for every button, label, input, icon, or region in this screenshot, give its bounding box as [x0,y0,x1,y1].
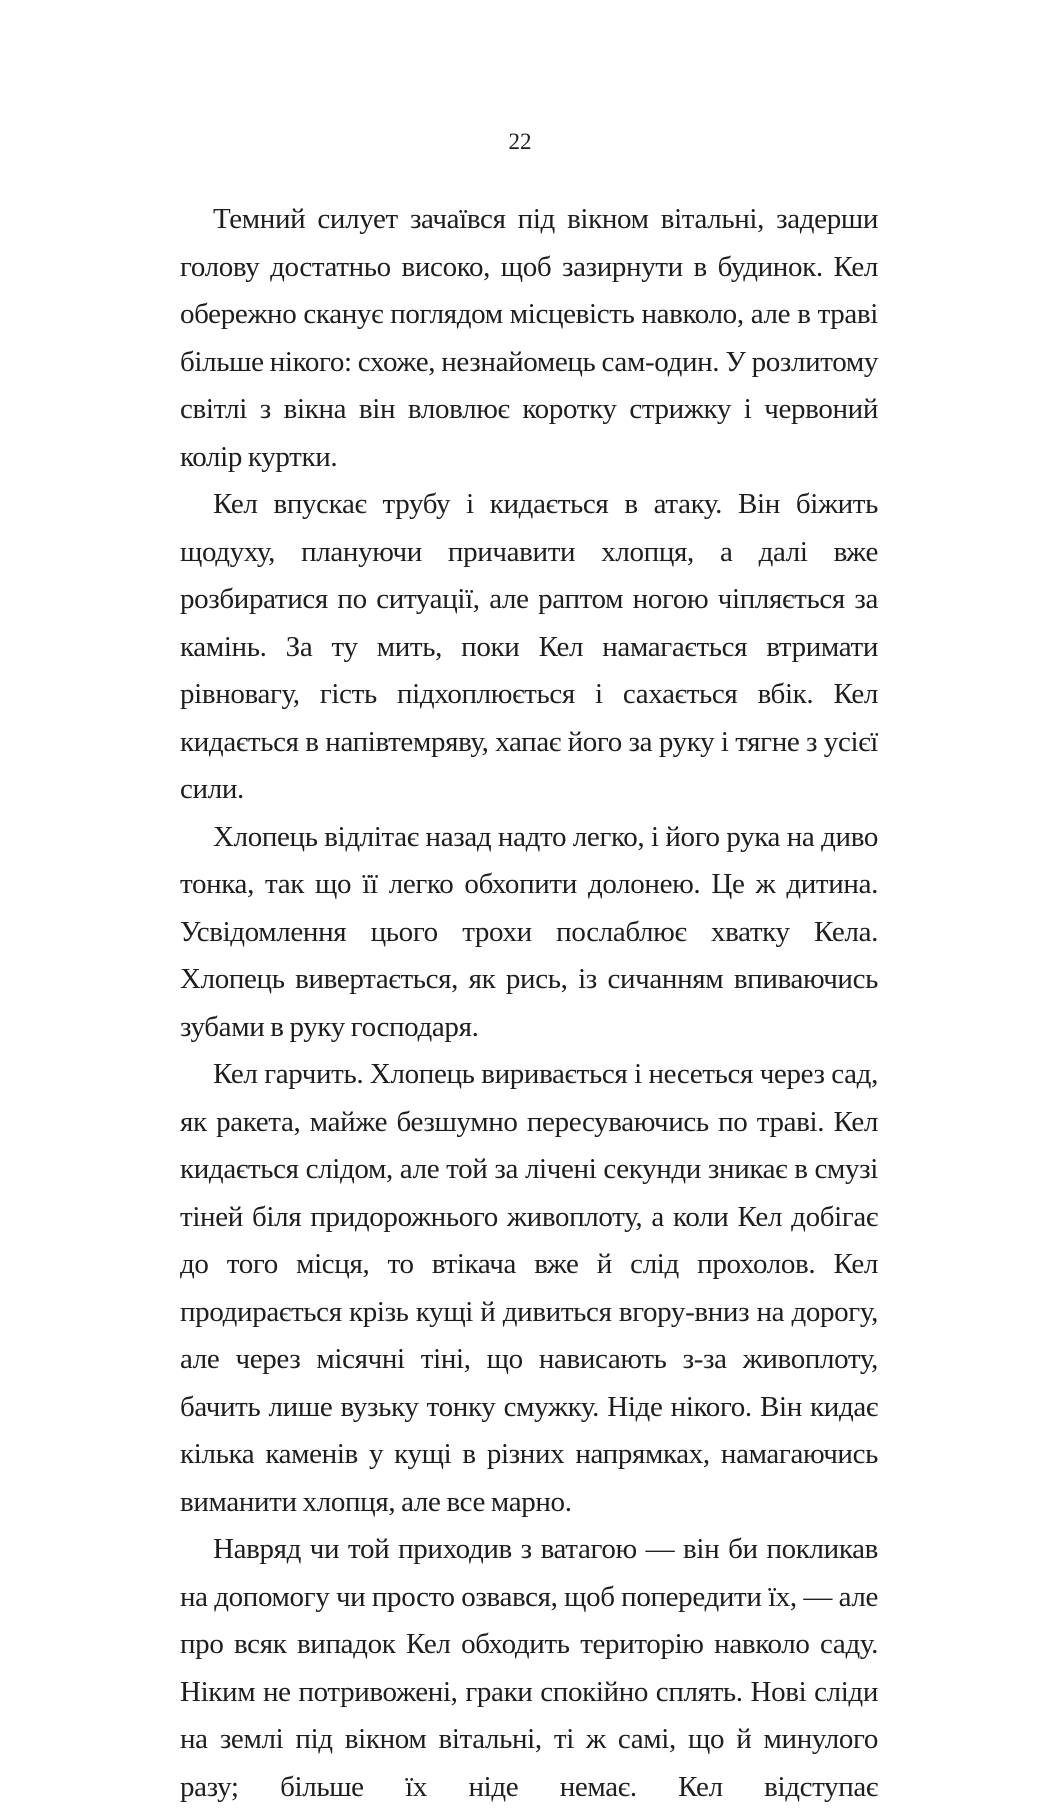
body-text [180,196,878,1811]
page-number: 22 [508,129,532,154]
paragraph: Темний силует зачаївся під вікном вітальні, задерши голову достатньо високо, щоб зазирнути в будинок. Кел обережно сканує поглядом місцевість навколо, але в траві більше нікого: схоже, незнайомець сам-один. У розлитому світлі з вікна він вловлює коротку стрижку і червоний колір куртки. [180,203,878,473]
paragraph: Кел гарчить. Хлопець виривається і несеться через сад, як ракета, майже безшумно пересуваючись по траві. Кел кидається слідом, але той за лічені секунди зникає в смузі тіней біля придорожнього живоплоту, а коли Кел добігає до того місця, то втікача вже й слід прохолов. Кел продирається крізь кущі й дивиться вгору-вниз на дорогу, але через місячні тіні, що нависають з-за живоплоту, бачить лише вузьку тонку смужку. Ніде нікого. Він кидає кілька каменів у кущі в різних напрямках, намагаючись виманити хлопця, але все марно. [180,1058,878,1518]
paragraph: Хлопець відлітає назад надто легко, і його рука на диво тонка, так що її легко обхопити долонею. Це ж дитина. Усвідомлення цього трохи послаблює хватку Кела. Хлопець вивертається, як рись, із сичанням впиваючись зубами в руку господаря. [180,820,878,1043]
paragraph: Навряд чи той приходив з ватагою — він би покликав на допомогу чи просто озвався, щоб попередити їх, — але про всяк випадок Кел обходить територію навколо саду. Ніким не потривожені, граки спокійно сплять. Нові сліди на землі під вікном вітальні, ті ж самі, що й минулого разу; більше їх ніде немає. Кел відступає [180,1533,878,1803]
paragraph: Кел впускає трубу і кидається в атаку. Він біжить щодуху, плануючи причавити хлопця, а далі вже розбиратися по ситуації, але раптом ногою чіпляється за камінь. За ту мить, поки Кел намагається втримати рівновагу, гість підхоплюється і сахається вбік. Кел кидається в напівтемряву, хапає його за руку і тягне з усієї сили. [180,488,878,805]
